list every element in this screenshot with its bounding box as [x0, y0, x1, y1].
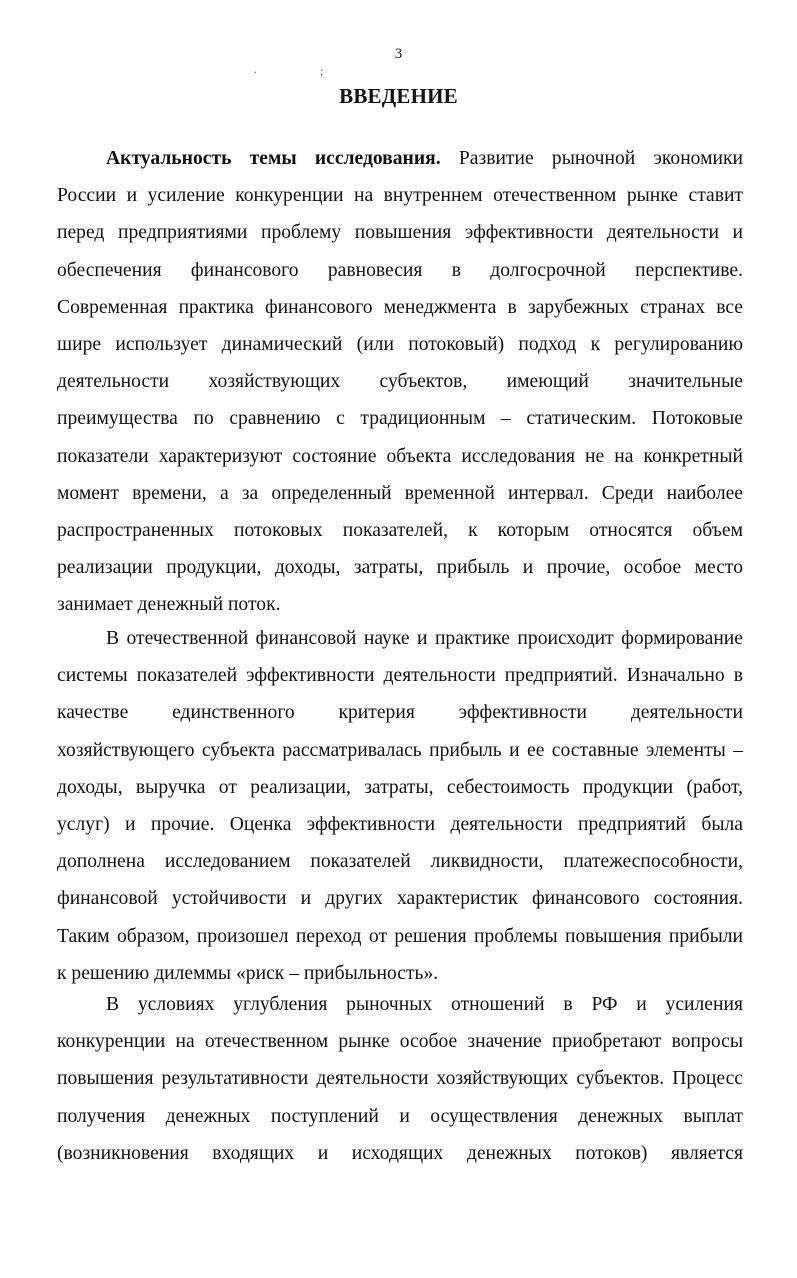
text-line: услуг) и прочие. Оценка эффективности деятельности предприятий была	[57, 813, 743, 835]
text-line-content: Развитие рыночной экономики	[440, 148, 743, 169]
paragraph-2	[57, 620, 743, 992]
scan-speck: ;	[320, 64, 324, 78]
text-line: В отечественной финансовой науке и практике происходит формирование	[106, 628, 743, 649]
scan-speck: .	[254, 62, 257, 76]
text-line: Современная практика финансового менеджмента в зарубежных странах все	[57, 296, 743, 318]
text-line: получения денежных поступлений и осуществления денежных выплат	[57, 1105, 743, 1127]
text-line: реализации продукции, доходы, затраты, прибыль и прочие, особое место	[57, 557, 743, 579]
text-line: (возникновения входящих и исходящих денежных потоков) является	[57, 1142, 743, 1164]
text-line: Таким образом, произошел переход от решения проблемы повышения прибыли	[57, 925, 743, 947]
text-line: повышения результативности деятельности хозяйствующих субъектов. Процесс	[57, 1068, 743, 1090]
text-line	[57, 140, 743, 177]
text-line: доходы, выручка от реализации, затраты, себестоимость продукции (работ,	[57, 776, 743, 798]
text-line: качестве единственного критерия эффективности деятельности	[57, 702, 743, 724]
text-line: хозяйствующего субъекта рассматривалась прибыль и ее составные элементы –	[57, 739, 743, 761]
text-line: момент времени, а за определенный временной интервал. Среди наиболее	[57, 482, 743, 504]
text-line: деятельности хозяйствующих субъектов, имеющий значительные	[57, 371, 743, 393]
text-line: распространенных потоковых показателей, к которым относятся объем	[57, 519, 743, 541]
page-title: ВВЕДЕНИЕ	[339, 84, 458, 108]
text-line: конкуренции на отечественном рынке особое значение приобретают вопросы	[57, 1031, 743, 1053]
text-line: занимает денежный поток.	[57, 594, 281, 616]
text-line: шире использует динамический (или потоковый) подход к регулированию	[57, 333, 743, 355]
text-line: финансовой устойчивости и других характеристик финансового состояния.	[57, 888, 743, 910]
text-line: перед предприятиями проблему повышения эффективности деятельности и	[57, 222, 743, 244]
text-line: системы показателей эффективности деятельности предприятий. Изначально в	[57, 665, 743, 687]
text-line: показатели характеризуют состояние объекта исследования не на конкретный	[57, 445, 743, 467]
text-line: к решению дилеммы «риск – прибыльность».	[57, 962, 439, 984]
text-line: России и усиление конкуренции на внутреннем отечественном рынке ставит	[57, 185, 743, 207]
text-line: преимущества по сравнению с традиционным – статическим. Потоковые	[57, 408, 743, 430]
text-line: дополнена исследованием показателей ликвидности, платежеспособности,	[57, 851, 743, 873]
text-line: В условиях углубления рыночных отношений в РФ и усиления	[106, 994, 743, 1015]
paragraph-1	[57, 140, 743, 623]
text-line: обеспечения финансового равновесия в долгосрочной перспективе.	[57, 259, 743, 281]
paragraph-lead: Актуальность темы исследования.	[106, 148, 441, 169]
paragraph-3	[57, 986, 743, 1172]
page-number: 3	[394, 46, 403, 62]
